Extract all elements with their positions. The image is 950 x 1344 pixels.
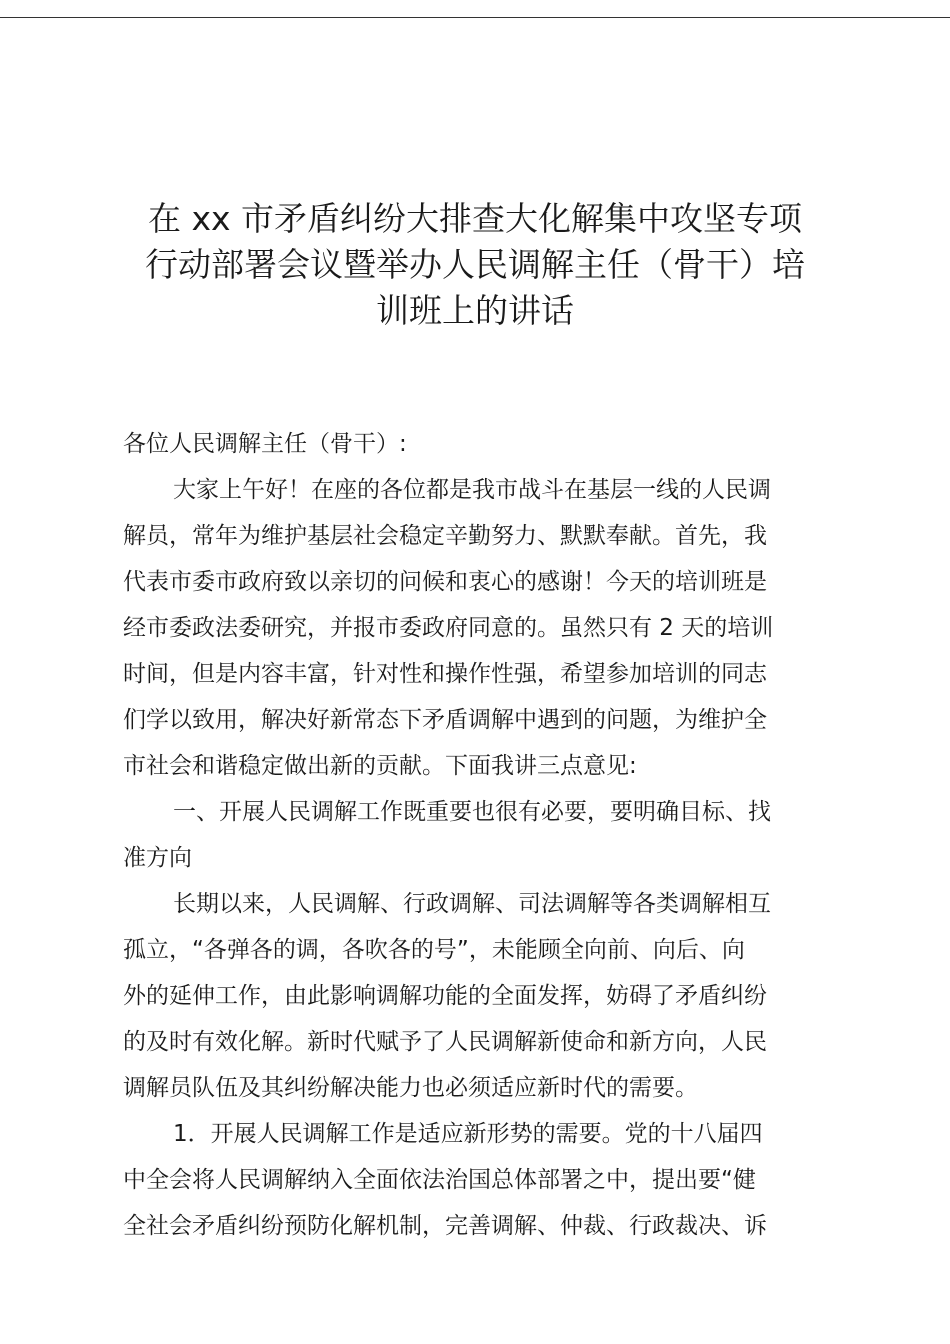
header-rule (0, 17, 950, 18)
paragraph-line: 时间，但是内容丰富，针对性和操作性强，希望参加培训的同志 (123, 661, 767, 687)
paragraph-line: 孤立，“各弹各的调，各吹各的号”，未能顾全向前、向后、向 (123, 937, 745, 963)
paragraph-line: 们学以致用，解决好新常态下矛盾调解中遇到的问题，为维护全 (123, 707, 767, 733)
paragraph-line: 市社会和谐稳定做出新的贡献。下面我讲三点意见: (123, 753, 637, 779)
title-line: 行动部署会议暨举办人民调解主任（骨干）培 (145, 245, 805, 284)
paragraph-line: 解员，常年为维护基层社会稳定辛勤努力、默默奉献。首先，我 (123, 523, 767, 549)
paragraph-line: 全社会矛盾纠纷预防化解机制，完善调解、仲裁、行政裁决、诉 (123, 1213, 767, 1239)
title-line: 训班上的讲话 (376, 291, 574, 330)
paragraph-line: 代表市委市政府致以亲切的问候和衷心的感谢！今天的培训班是 (123, 569, 767, 595)
paragraph-line: 外的延伸工作，由此影响调解功能的全面发挥，妨碍了矛盾纠纷 (123, 983, 767, 1009)
title-line: 在 xx 市矛盾纠纷大排查大化解集中攻坚专项 (147, 199, 803, 238)
document-body (123, 421, 823, 1249)
section-heading-line: 准方向 (123, 845, 192, 871)
paragraph-line: 中全会将人民调解纳入全面依法治国总体部署之中，提出要“健 (123, 1167, 756, 1193)
paragraph-line: 调解员队伍及其纠纷解决能力也必须适应新时代的需要。 (123, 1075, 698, 1101)
paragraph-line: 大家上午好！在座的各位都是我市战斗在基层一线的人民调 (173, 477, 771, 503)
paragraph-line: 1．开展人民调解工作是适应新形势的需要。党的十八届四 (173, 1121, 763, 1147)
section-heading-line: 一、开展人民调解工作既重要也很有必要，要明确目标、找 (173, 799, 771, 825)
paragraph-line: 长期以来，人民调解、行政调解、司法调解等各类调解相互 (173, 891, 771, 917)
salutation: 各位人民调解主任（骨干）: (123, 431, 407, 457)
document-title (120, 196, 830, 334)
paragraph-line: 经市委政法委研究，并报市委政府同意的。虽然只有 2 天的培训 (123, 615, 774, 641)
paragraph-line: 的及时有效化解。新时代赋予了人民调解新使命和新方向，人民 (123, 1029, 767, 1055)
